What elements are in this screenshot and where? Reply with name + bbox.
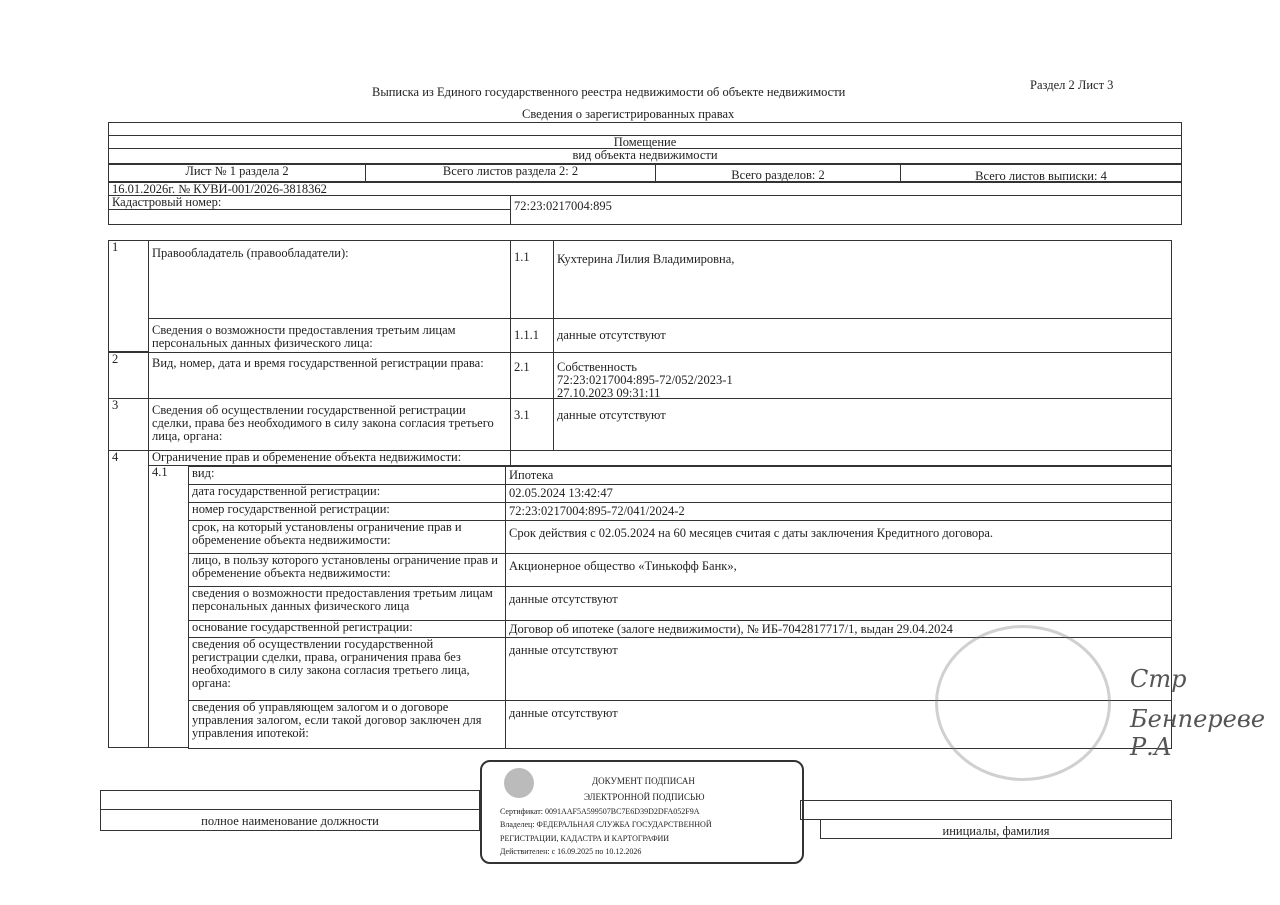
encumbrance-label: дата государственной регистрации: bbox=[188, 484, 506, 503]
sheet-number: Лист № 1 раздела 2 bbox=[108, 164, 366, 182]
row-label: Сведения о возможности предоставления третьим лицам персональных данных физического лица: bbox=[148, 318, 511, 353]
encumbrance-value: данные отсутствуют bbox=[505, 637, 1172, 701]
cadastral-value: 72:23:0217004:895 bbox=[510, 195, 1182, 225]
owner-line2: РЕГИСТРАЦИИ, КАДАСТРА И КАРТОГРАФИИ bbox=[500, 834, 670, 843]
stamp-line1: ДОКУМЕНТ ПОДПИСАН bbox=[592, 776, 695, 786]
encumbrance-label: лицо, в пользу которого установлены ограничение прав и обременение объекта недвижимости: bbox=[188, 553, 506, 587]
encumbrance-label: сведения об управляющем залогом и о договоре управления залогом, если такой договор заключен для управления ипотекой: bbox=[188, 700, 506, 749]
section-sheet: Раздел 2 Лист 3 bbox=[1030, 78, 1114, 92]
row-number: 3 bbox=[108, 398, 149, 451]
rightholder-name: Кухтерина Лилия Владимировна, bbox=[553, 240, 1172, 319]
sheets-total: Всего листов выписки: 4 bbox=[900, 164, 1182, 182]
encumbrance-value: Срок действия с 02.05.2024 на 60 месяцев считая с даты заключения Кредитного договора. bbox=[505, 520, 1172, 554]
encumbrance-value: данные отсутствуют bbox=[505, 586, 1172, 621]
row-number: 4 bbox=[108, 450, 149, 748]
encumbrance-value: 02.05.2024 13:42:47 bbox=[505, 484, 1172, 503]
object-type: Помещение bbox=[108, 135, 1182, 149]
encumbrance-label: срок, на который установлены ограничение прав и обременение объекта недвижимости: bbox=[188, 520, 506, 554]
blank-cell bbox=[100, 790, 480, 810]
row-subnumber: 2.1 bbox=[510, 352, 554, 399]
blank-row bbox=[108, 122, 1182, 136]
row-label: Сведения об осуществлении государственной регистрации сделки, права без необходимого в силу закона согласия третьего лица, органа: bbox=[148, 398, 511, 451]
validity: Действителен: с 16.09.2025 по 10.12.2026 bbox=[500, 847, 642, 856]
row-label: Правообладатель (правообладатели): bbox=[148, 240, 511, 319]
blank-cell bbox=[800, 800, 1172, 820]
encumbrance-value: Ипотека bbox=[505, 466, 1172, 485]
official-seal bbox=[935, 625, 1111, 781]
row-number: 1 bbox=[108, 240, 149, 352]
encumbrance-value: Договор об ипотеке (залоге недвижимости), № ИБ-7042817717/1, выдан 29.04.2024 bbox=[505, 620, 1172, 638]
right-type: Собственность bbox=[557, 360, 637, 374]
certificate: Сертификат: 0091AAF5A599507BC7E6D39D2DFA052F9A bbox=[500, 807, 700, 816]
sections-total: Всего разделов: 2 bbox=[655, 164, 901, 182]
blank-row bbox=[108, 209, 511, 225]
encumbrance-label: сведения об осуществлении государственной регистрации сделки, права, ограничения права без необходимого в силу закона согласия третьего лица, органа: bbox=[188, 637, 506, 701]
position-label: полное наименование должности bbox=[100, 809, 480, 831]
right-number: 72:23:0217004:895-72/052/2023-1 bbox=[557, 373, 733, 387]
sheets-in-section: Всего листов раздела 2: 2 bbox=[365, 164, 656, 182]
right-date: 27.10.2023 09:31:11 bbox=[557, 386, 661, 399]
row-subnumber: 1.1.1 bbox=[510, 318, 554, 353]
date-number: 16.01.2026г. № КУВИ-001/2026-3818362 bbox=[108, 182, 1182, 196]
owner: Владелец: ФЕДЕРАЛЬНАЯ СЛУЖБА ГОСУДАРСТВЕННОЙ bbox=[500, 820, 712, 829]
encumbrance-label: сведения о возможности предоставления третьим лицам персональных данных физического лица bbox=[188, 586, 506, 621]
encumbrance-value: данные отсутствуют bbox=[505, 700, 1172, 749]
electronic-signature-stamp bbox=[480, 760, 804, 864]
row-label: Вид, номер, дата и время государственной регистрации права: bbox=[148, 352, 511, 399]
row-subnumber: 3.1 bbox=[510, 398, 554, 451]
encumbrance-label: вид: bbox=[188, 466, 506, 485]
name-label: инициалы, фамилия bbox=[820, 819, 1172, 839]
handwritten-signature: Бенпереве Р.А bbox=[1130, 705, 1266, 761]
encumbrance-value: 72:23:0217004:895-72/041/2024-2 bbox=[505, 502, 1172, 521]
stamp-line2: ЭЛЕКТРОННОЙ ПОДПИСЬЮ bbox=[584, 792, 705, 802]
handwritten-note: Стр bbox=[1130, 665, 1187, 693]
blank-cell bbox=[510, 450, 1172, 466]
encumbrance-label: номер государственной регистрации: bbox=[188, 502, 506, 521]
encumbrance-label: основание государственной регистрации: bbox=[188, 620, 506, 638]
object-type-label: вид объекта недвижимости bbox=[108, 148, 1182, 164]
registration-right bbox=[553, 352, 1172, 399]
encumbrance-value: Акционерное общество «Тинькофф Банк», bbox=[505, 553, 1172, 587]
row-label: Ограничение прав и обременение объекта недвижимости: bbox=[148, 450, 511, 466]
cadastral-label: Кадастровый номер: bbox=[108, 195, 511, 210]
row-value: данные отсутствуют bbox=[553, 318, 1172, 353]
row-subnumber: 1.1 bbox=[510, 240, 554, 319]
document-subtitle: Сведения о зарегистрированных правах bbox=[522, 107, 735, 121]
encumbrance-number: 4.1 bbox=[148, 465, 189, 748]
document-title: Выписка из Единого государственного реестра недвижимости об объекте недвижимости bbox=[372, 85, 846, 99]
row-value: данные отсутствуют bbox=[553, 398, 1172, 451]
row-number: 2 bbox=[108, 352, 149, 399]
emblem-icon bbox=[504, 768, 534, 798]
